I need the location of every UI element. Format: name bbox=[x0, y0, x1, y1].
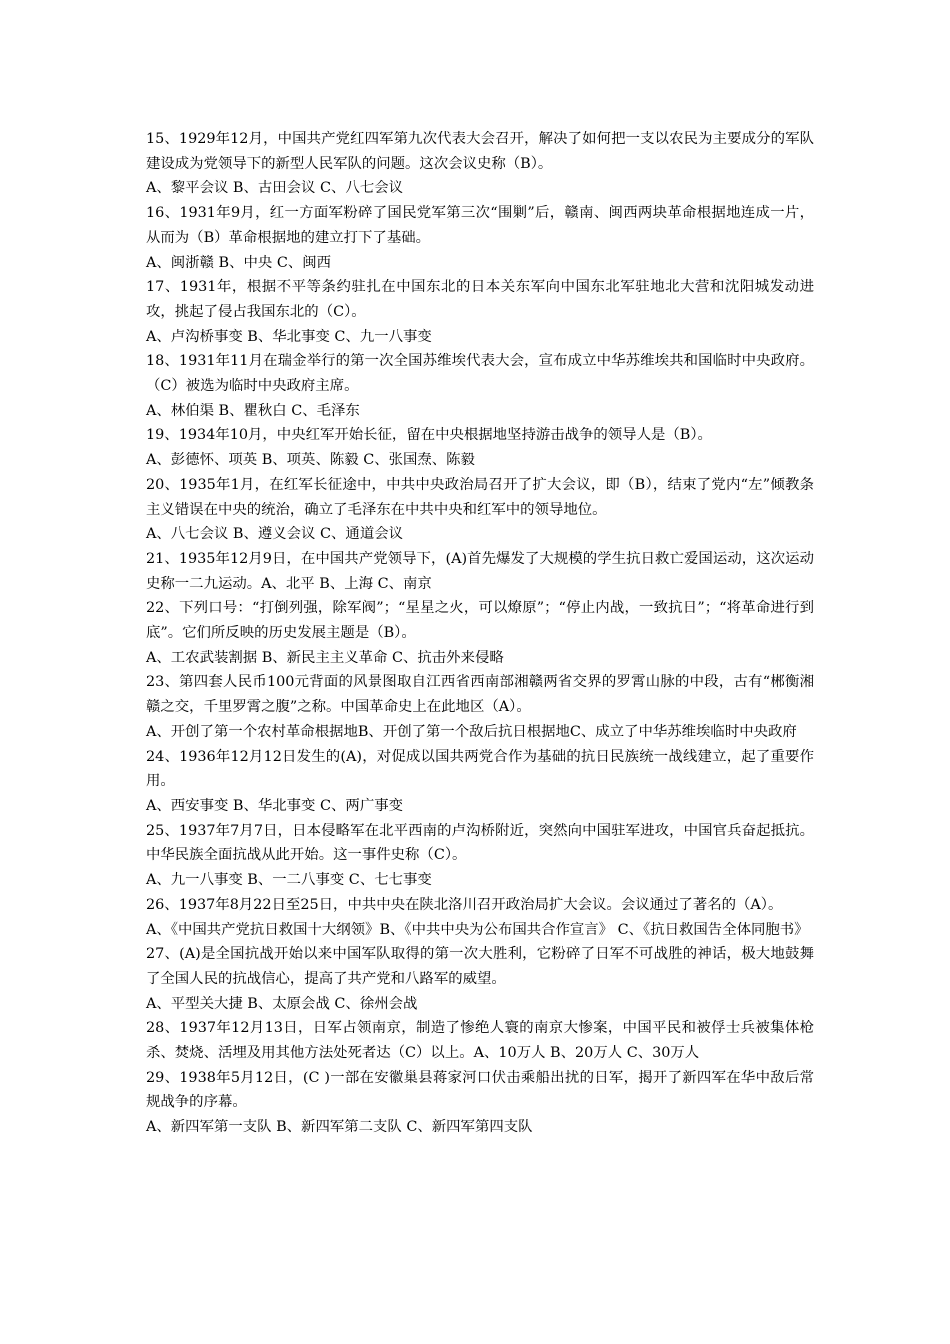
question-26: 26、1937年8月22日至25日，中共中央在陕北洛川召开政治局扩大会议。会议通过了著名的（A）。 bbox=[146, 896, 783, 913]
question-22: 22、下列口号：“打倒列强，除军阀”；“星星之火，可以燎原”；“停止内战，一致抗日”；“将革命进行到底”。它们所反映的历史发展主题是（B）。 bbox=[146, 600, 814, 642]
question-23: 23、第四套人民币100元背面的风景图取自江西省西南部湘赣两省交界的罗霄山脉的中段，古有“郴衡湘赣之交，千里罗霄之腹”之称。中国革命史上在此地区（A）。 bbox=[146, 674, 814, 716]
options-19: A、彭德怀、项英 B、项英、陈毅 C、张国焘、陈毅 bbox=[146, 452, 475, 469]
question-24: 24、1936年12月12日发生的(A)，对促成以国共两党合作为基础的抗日民族统一战线建立，起了重要作用。 bbox=[146, 748, 814, 790]
options-16: A、闽浙赣 B、中央 C、闽西 bbox=[146, 254, 332, 271]
options-17: A、卢沟桥事变 B、华北事变 C、九一八事变 bbox=[146, 328, 432, 345]
options-24: A、西安事变 B、华北事变 C、两广事变 bbox=[146, 797, 403, 814]
options-25: A、九一八事变 B、一二八事变 C、七七事变 bbox=[146, 872, 432, 889]
options-18: A、林伯渠 B、瞿秋白 C、毛泽东 bbox=[146, 402, 360, 419]
question-21: 21、1935年12月9日，在中国共产党领导下，(A)首先爆发了大规模的学生抗日救亡爱国运动，这次运动史称一二九运动。A、北平 B、上海 C、南京 bbox=[146, 550, 814, 592]
question-27: 27、(A)是全国抗战开始以来中国军队取得的第一次大胜利，它粉碎了日军不可战胜的神话，极大地鼓舞了全国人民的抗战信心，提高了共产党和八路军的威望。 bbox=[146, 946, 814, 987]
question-29: 29、1938年5月12日，(C )一部在安徽巢县蒋家河口伏击乘船出扰的日军，揭开了新四军在华中敌后常规战争的序幕。 bbox=[146, 1069, 814, 1111]
question-18: 18、1931年11月在瑞金举行的第一次全国苏维埃代表大会，宣布成立中华苏维埃共和国临时中央政府。（C）被选为临时中央政府主席。 bbox=[146, 353, 814, 395]
question-16: 16、1931年9月，红一方面军粉碎了国民党军第三次“围剿”后，赣南、闽西两块革命根据地连成一片，从而为（B）革命根据地的建立打下了基础。 bbox=[146, 205, 814, 246]
options-29: A、新四军第一支队 B、新四军第二支队 C、新四军第四支队 bbox=[146, 1119, 533, 1136]
options-27: A、平型关大捷 B、太原会战 C、徐州会战 bbox=[146, 995, 418, 1012]
question-19: 19、1934年10月，中央红军开始长征，留在中央根据地坚持游击战争的领导人是（B）。 bbox=[146, 427, 712, 444]
options-22: A、工农武装割据 B、新民主主义革命 C、抗击外来侵略 bbox=[146, 649, 504, 666]
question-28: 28、1937年12月13日，日军占领南京，制造了惨绝人寰的南京大惨案，中国平民和被俘士兵被集体枪杀、焚烧、活埋及用其他方法处死者达（C）以上。A、10万人 B、20万人 C、30万人 bbox=[146, 1020, 814, 1062]
options-26: A、《中国共产党抗日救国十大纲领》B、《中共中央为公布国共合作宣言》 C、《抗日救国告全体同胞书》 bbox=[146, 921, 809, 938]
options-15: A、黎平会议 B、古田会议 C、八七会议 bbox=[146, 180, 403, 197]
question-20: 20、1935年1月，在红军长征途中，中共中央政治局召开了扩大会议，即（B），结束了党内“左”倾教条主义错误在中央的统治，确立了毛泽东在中共中央和红军中的领导地位。 bbox=[146, 476, 814, 518]
document-page bbox=[146, 127, 814, 1140]
question-15: 15、1929年12月，中国共产党红四军第九次代表大会召开，解决了如何把一支以农民为主要成分的军队建设成为党领导下的新型人民军队的问题。这次会议史称（B）。 bbox=[146, 131, 814, 172]
options-23: A、开创了第一个农村革命根据地B、开创了第一个敌后抗日根据地C、成立了中华苏维埃临时中央政府 bbox=[146, 723, 797, 740]
question-25: 25、1937年7月7日，日本侵略军在北平西南的卢沟桥附近，突然向中国驻军进攻，中国官兵奋起抵抗。中华民族全面抗战从此开始。这一事件史称（C）。 bbox=[146, 822, 814, 864]
question-17: 17、1931年，根据不平等条约驻扎在中国东北的日本关东军向中国东北军驻地北大营和沈阳城发动进攻，挑起了侵占我国东北的（C）。 bbox=[146, 279, 814, 320]
options-20: A、八七会议 B、遵义会议 C、通道会议 bbox=[146, 526, 403, 543]
